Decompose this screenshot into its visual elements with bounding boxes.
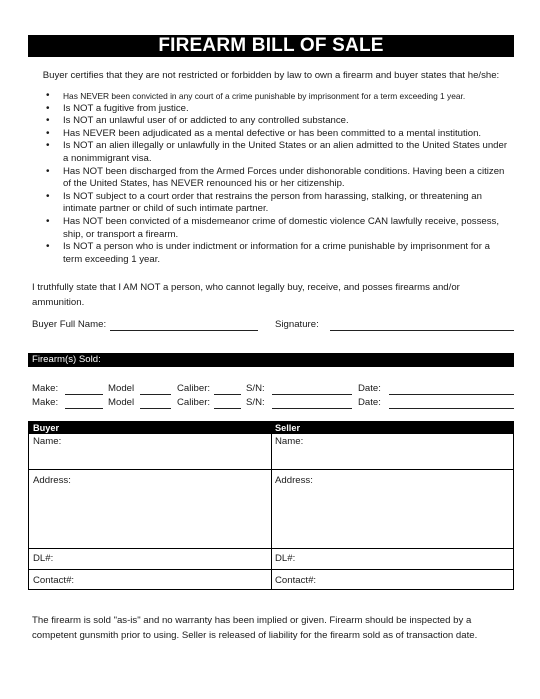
seller-heading: Seller (275, 423, 301, 433)
seller-name-field[interactable]: Name: (275, 436, 304, 447)
buyer-statement: I truthfully state that I AM NOT a person, who cannot legally buy, receive, and posses firearms and/or ammunition. (32, 282, 460, 308)
signature-line[interactable] (330, 330, 514, 331)
buyer-dl-field[interactable]: DL#: (33, 553, 54, 564)
as-is-disclaimer: The firearm is sold "as-is" and no warranty has been implied or given. Firearm should be inspected by a competent gunsmith prior to using. Seller is released of liability for the firearm sold as of transaction date. (32, 615, 478, 641)
model-line[interactable] (140, 394, 171, 395)
condition-item: • Has NEVER been convicted in any court of a crime punishable by imprisonment for a term exceeding 1 year. (46, 90, 508, 103)
buyer-seller-table (28, 421, 514, 590)
date-line[interactable] (389, 394, 514, 395)
condition-item: • Is NOT a person who is under indictment or information for a crime punishable by imprisonment for a term exceeding 1 year. (46, 241, 508, 266)
condition-item: • Has NEVER been adjudicated as a mental defective or has been committed to a mental institution. (46, 128, 508, 141)
firearms-sold-heading (28, 353, 514, 367)
make-label: Make: (32, 383, 59, 394)
date-line[interactable] (389, 408, 514, 409)
buyer-name-field[interactable]: Name: (33, 436, 62, 447)
caliber-line[interactable] (214, 408, 241, 409)
condition-item: • Has NOT been discharged from the Armed Forces under dishonorable conditions. Having been a citizen of the United States, has NEVER renounced his or her citizenship. (46, 166, 508, 191)
model-label: Model (108, 397, 135, 408)
date-label: Date: (358, 397, 381, 408)
buyer-conditions-list (46, 90, 508, 266)
date-label: Date: (358, 383, 381, 394)
serial-number-label: S/N: (246, 397, 265, 408)
serial-number-label: S/N: (246, 383, 265, 394)
caliber-label: Caliber: (177, 397, 211, 408)
buyer-heading: Buyer (33, 423, 60, 433)
buyer-full-name-line[interactable] (110, 330, 258, 331)
model-line[interactable] (140, 408, 171, 409)
condition-item: • Is NOT subject to a court order that restrains the person from harassing, stalking, or threatening an intimate partner or child of such intimate partner. (46, 191, 508, 216)
document-title: FIREARM BILL OF SALE (28, 35, 514, 57)
row-divider (29, 548, 513, 549)
buyer-full-name-label: Buyer Full Name: (32, 319, 107, 330)
seller-contact-field[interactable]: Contact#: (275, 575, 317, 586)
condition-item: • Is NOT an unlawful user of or addicted to any controlled substance. (46, 115, 508, 128)
buyer-address-field[interactable]: Address: (33, 475, 71, 486)
seller-address-field[interactable]: Address: (275, 475, 313, 486)
caliber-label: Caliber: (177, 383, 211, 394)
make-line[interactable] (65, 408, 103, 409)
row-divider (29, 569, 513, 570)
make-line[interactable] (65, 394, 103, 395)
make-label: Make: (32, 397, 59, 408)
serial-number-line[interactable] (272, 408, 352, 409)
firearms-sold-heading-text: Firearm(s) Sold: (32, 354, 101, 365)
buyer-contact-field[interactable]: Contact#: (33, 575, 75, 586)
caliber-line[interactable] (214, 394, 241, 395)
serial-number-line[interactable] (272, 394, 352, 395)
buyer-certification-intro: Buyer certifies that they are not restricted or forbidden by law to own a firearm and buyer states that he/she: (42, 70, 500, 81)
row-divider (29, 469, 513, 470)
seller-dl-field[interactable]: DL#: (275, 553, 296, 564)
model-label: Model (108, 383, 135, 394)
condition-item: • Is NOT a fugitive from justice. (46, 103, 508, 116)
condition-item: • Is NOT an alien illegally or unlawfully in the United States or an alien admitted to the United States under a nonimmigrant visa. (46, 140, 508, 165)
signature-label: Signature: (275, 319, 319, 330)
condition-item: • Has NOT been convicted of a misdemeanor crime of domestic violence CAN lawfully receive, possess, ship, or transport a firearm. (46, 216, 508, 241)
column-divider (271, 422, 272, 589)
